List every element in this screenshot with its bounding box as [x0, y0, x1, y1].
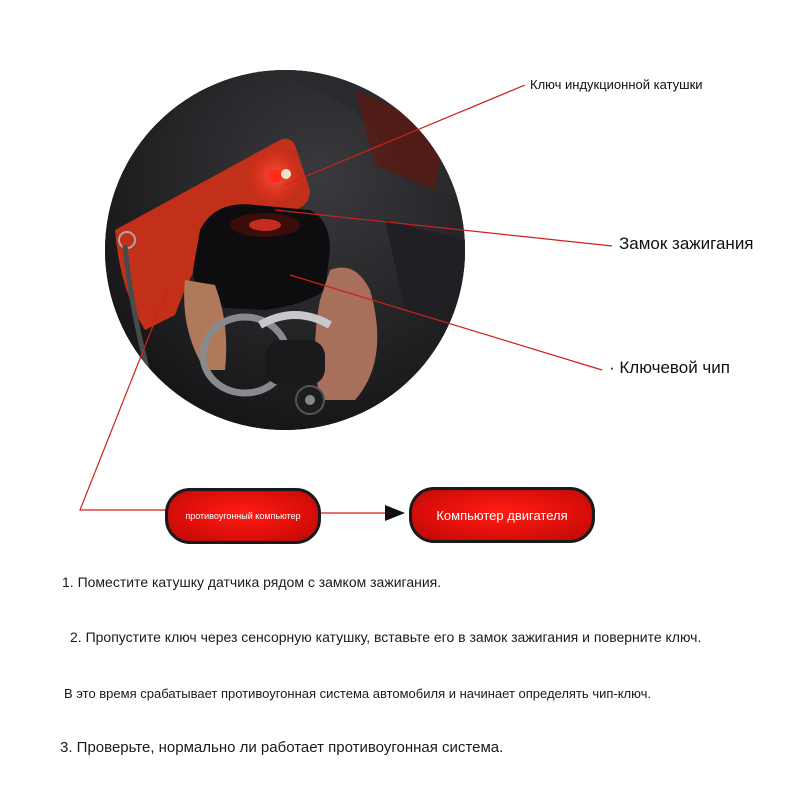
anti-theft-computer-label: противоугонный компьютер [185, 511, 301, 521]
engine-computer-label: Компьютер двигателя [436, 507, 568, 523]
callout-induction-coil-key: Ключ индукционной катушки [530, 77, 703, 92]
flow-arrow-head [385, 505, 405, 521]
product-photo [105, 70, 465, 430]
key-chip [265, 340, 325, 385]
callout-ignition-lock: Замок зажигания [619, 234, 754, 253]
step-3-text: 3. Проверьте, нормально ли работает противоугонная система. [60, 739, 504, 756]
step-1-text: 1. Поместите катушку датчика рядом с замком зажигания. [62, 574, 442, 590]
led-indicator [268, 169, 282, 183]
anti-theft-computer-box [165, 488, 321, 544]
ignition-coil-illustration [105, 70, 465, 430]
engine-computer-box [409, 487, 595, 543]
step-2-text: 2. Пропустите ключ через сенсорную катушку, вставьте его в замок зажигания и поверните ключ. [70, 629, 702, 645]
step-note-text: В это время срабатывает противоугонная система автомобиля и начинает определять чип-ключ. [64, 686, 651, 701]
callout-key-chip: · Ключевой чип [609, 358, 730, 377]
